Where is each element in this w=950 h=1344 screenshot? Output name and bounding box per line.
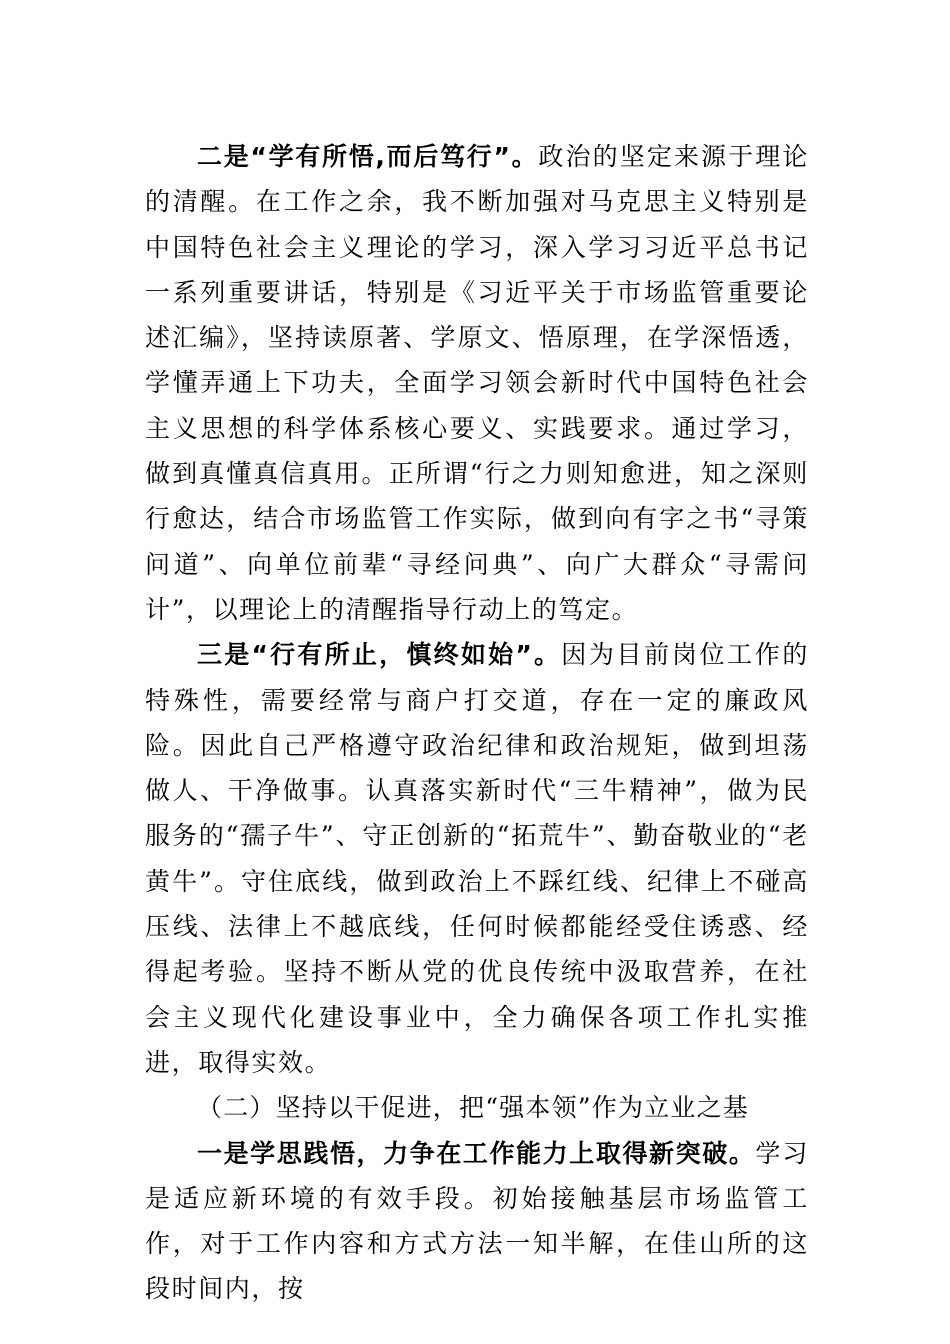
paragraph-lead: 二是“学有所悟,而后笃行”。: [197, 142, 539, 171]
document-page: [145, 134, 809, 1312]
paragraph-body: 学习是适应新环境的有效手段。初始接触基层市场监管工作，对于工作内容和方式方法一知半解，在佳山所的这段时间内，按: [145, 1138, 809, 1304]
paragraph-first-point: [145, 1131, 809, 1312]
paragraph-lead: 三是“行有所止，慎终如始”。: [197, 640, 562, 670]
paragraph-body: 因为目前岗位工作的特殊性，需要经常与商户打交道，存在一定的廉政风险。因此自己严格遵守政治纪律和政治规矩，做到坦荡做人、干净做事。认真落实新时代“三牛精神”，做为民服务的“孺子牛”、守正创新的“拓荒牛”、勤奋敬业的“老黄牛”。守住底线，做到政治上不踩红线、纪律上不碰高压线、法律上不越底线，任何时候都能经受住诱惑、经得起考验。坚持不断从党的优良传统中汲取营养，在社会主义现代化建设事业中，全力确保各项工作扎实推进，取得实效。: [145, 640, 809, 1077]
paragraph-body: 政治的坚定来源于理论的清醒。在工作之余，我不断加强对马克思主义特别是中国特色社会主义理论的学习，深入学习习近平总书记一系列重要讲话，特别是《习近平关于市场监管重要论述汇编》，坚持读原著、学原文、悟原理，在学深悟透，学懂弄通上下功夫，全面学习领会新时代中国特色社会主义思想的科学体系核心要义、实践要求。通过学习，做到真懂真信真用。正所谓“行之力则知愈进，知之深则行愈达，结合市场监管工作实际，做到向有字之书“寻策问道”、向单位前辈“寻经问典”、向广大群众“寻需问计”，以理论上的清醒指导行动上的笃定。: [145, 142, 809, 624]
paragraph-lead: 一是学思践悟，力争在工作能力上取得新突破。: [197, 1138, 756, 1168]
paragraph-second-point: [145, 134, 809, 632]
section-heading: （二）坚持以干促进，把“强本领”作为立业之基: [197, 1093, 749, 1123]
paragraph-third-point: [145, 632, 809, 1085]
